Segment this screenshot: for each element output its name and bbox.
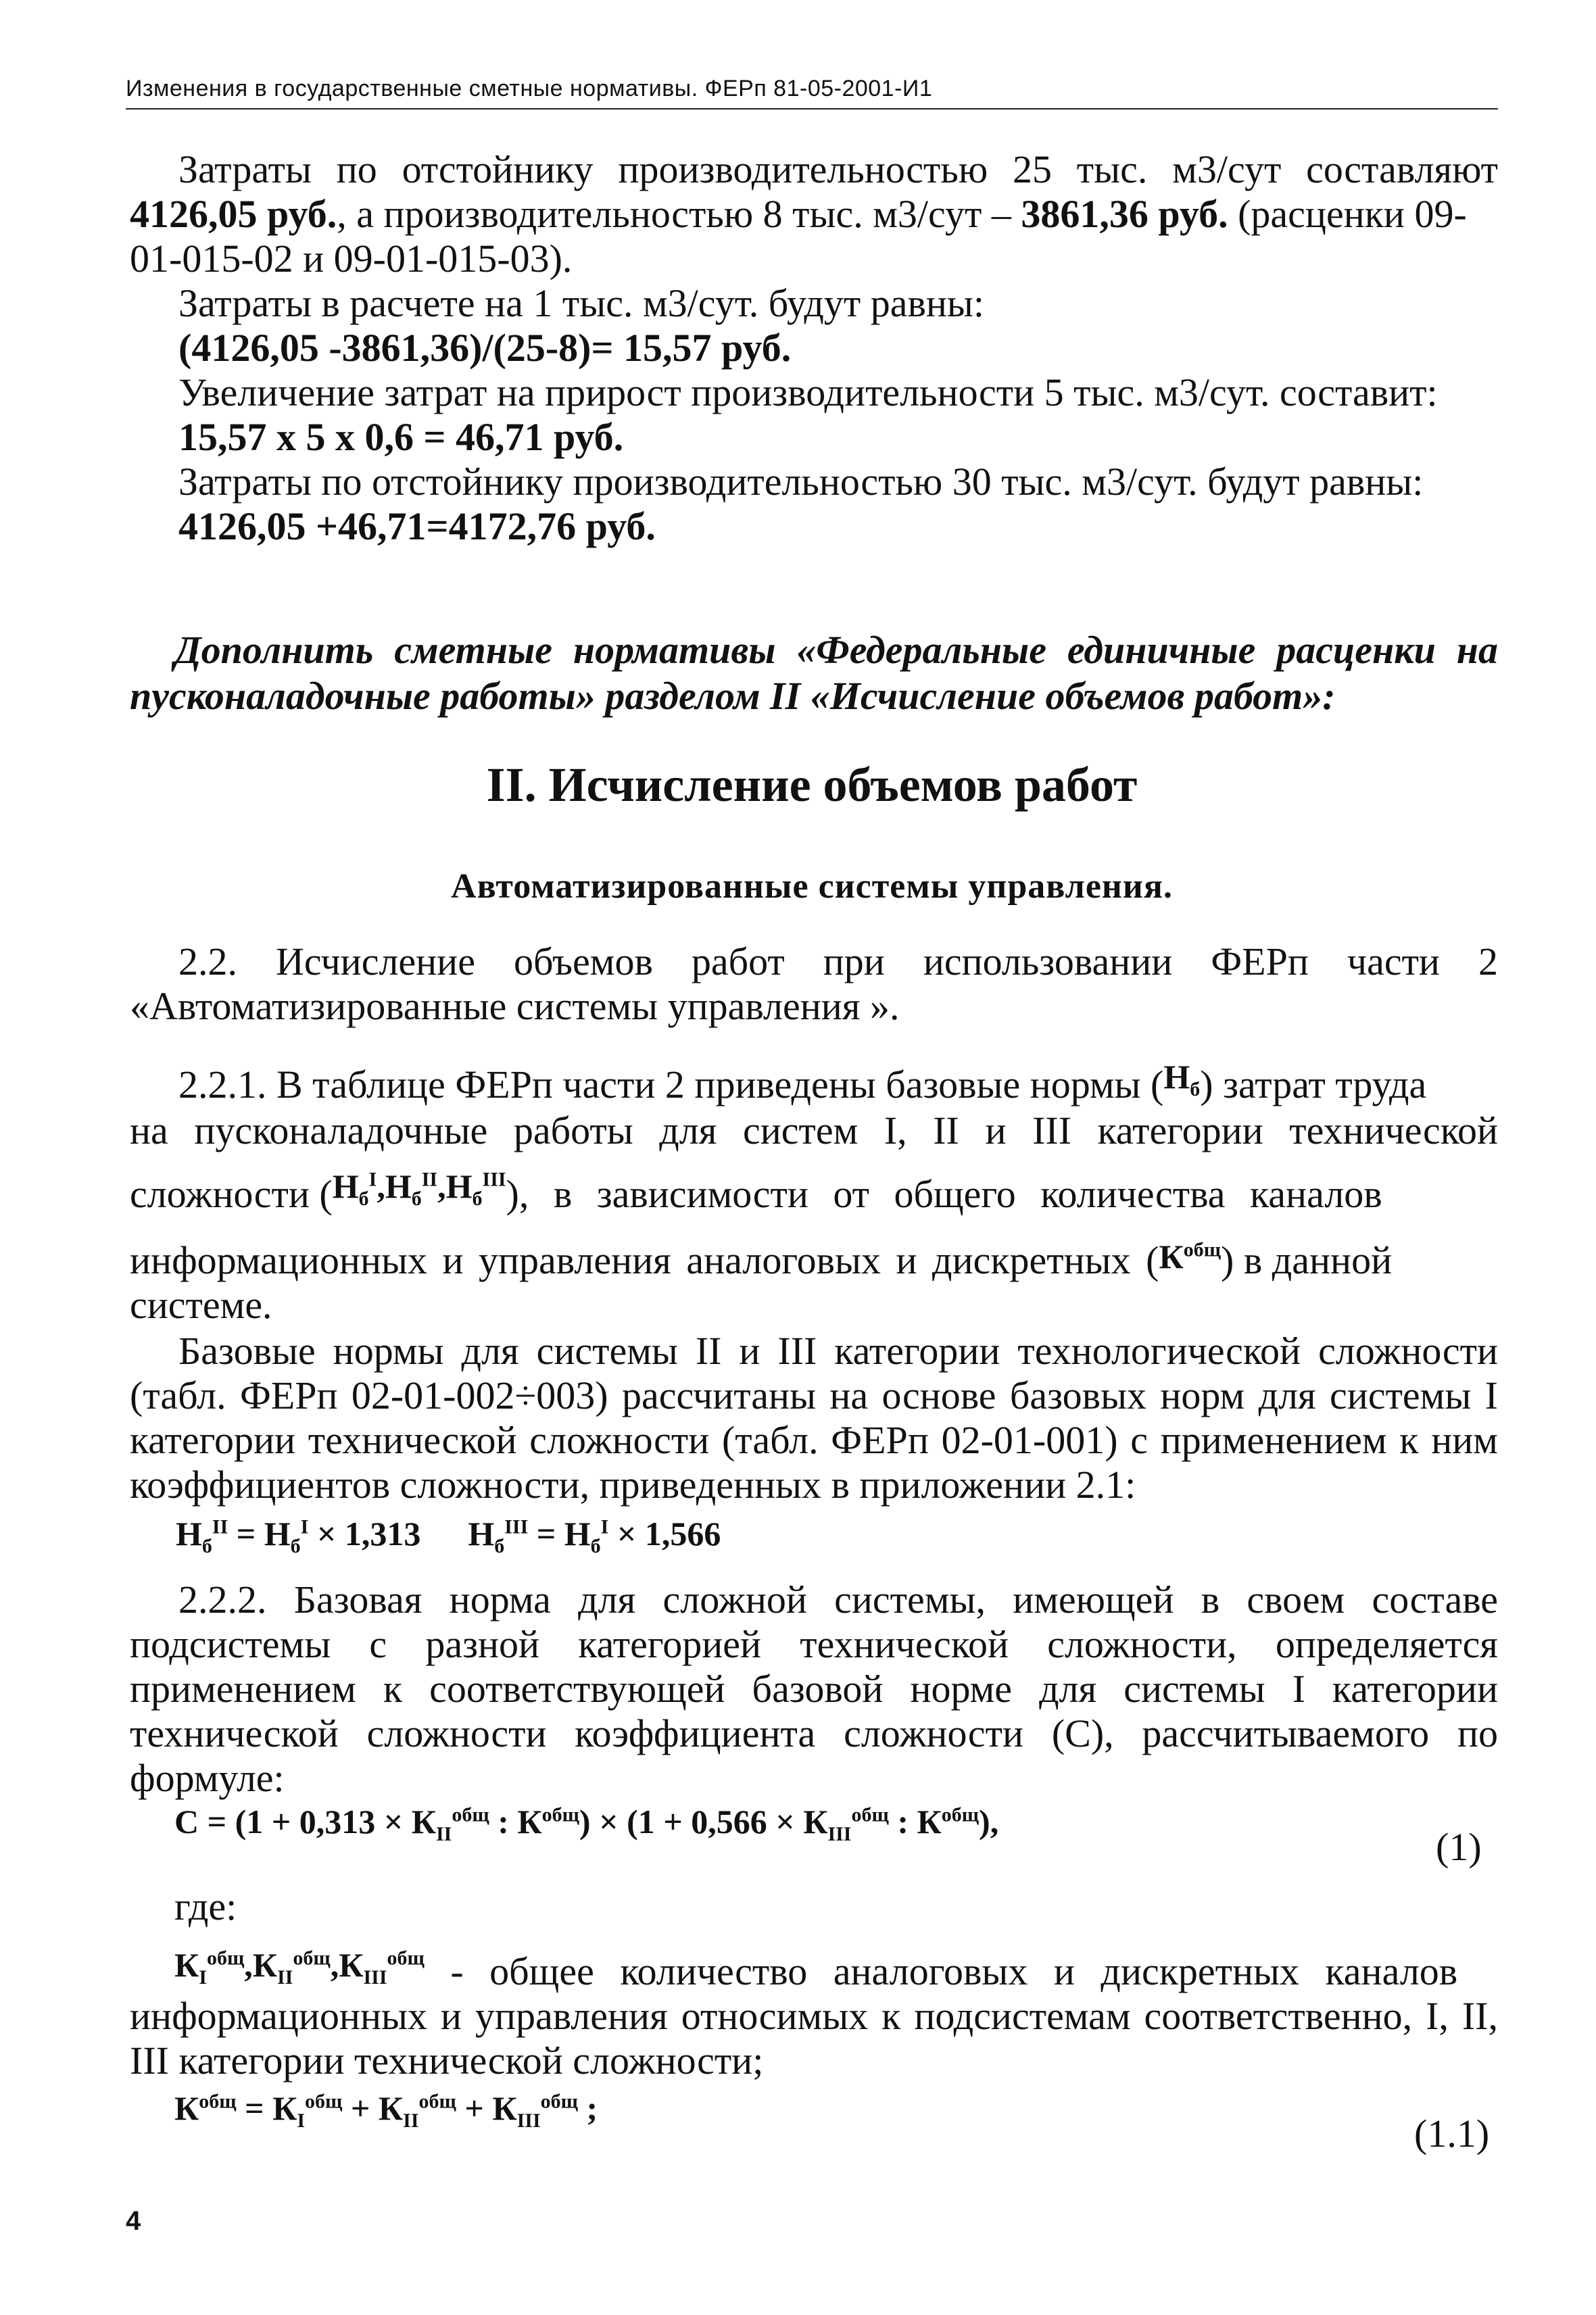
para-2-2-1-line-5: системе. bbox=[130, 1283, 272, 1327]
equation-number-1: (1) bbox=[1436, 1825, 1482, 1869]
para-2-2-2-line-1: 2.2.2. Базовая норма для сложной системы, имеющей в своем составе bbox=[178, 1578, 1498, 1622]
definition-line-3: III категории технической сложности; bbox=[130, 2039, 764, 2082]
equation-number-1-1: (1.1) bbox=[1414, 2112, 1490, 2155]
intro-amount-1: 4126,05 руб. bbox=[130, 192, 337, 236]
intro-calc-1: (4126,05 -3861,36)/(25-8)= 15,57 руб. bbox=[178, 326, 792, 370]
intro-amount-2: 3861,36 руб. bbox=[1021, 192, 1228, 236]
k-category-symbols: $К_I^{общ},К_{II}^{общ},К_{III}^{общ}$ bbox=[174, 1946, 425, 1989]
definition-line-2: информационных и управления относимых к подсистемам соответственно, I, II, bbox=[130, 1994, 1498, 2038]
where-label: где: bbox=[174, 1884, 237, 1928]
para-2-2-2-line-4: технической сложности коэффициента сложности (С), рассчитываемого по bbox=[130, 1711, 1498, 1755]
k-total-symbol: $К^{общ}$ bbox=[1159, 1238, 1222, 1275]
intro-calc-2: 15,57 х 5 х 0,6 = 46,71 руб. bbox=[178, 415, 624, 459]
formula-complexity: $С = (1 + 0,313 \times К_{II}^{общ}$ : $К^{общ}) \times (1 + 0,566 \times К_{III}^{общ}$ : $К^{общ}$), bbox=[174, 1803, 999, 1845]
amendment-line-2: пусконаладочные работы» разделом II «Исчисление объемов работ»: bbox=[130, 674, 1336, 718]
section-title: II. Исчисление объемов работ bbox=[486, 758, 1138, 812]
header-rule bbox=[126, 108, 1498, 109]
base-line-1: Базовые нормы для системы II и III категории технологической сложности bbox=[178, 1329, 1498, 1373]
para-2-2-1-line-1: 2.2.1. В таблице ФЕРп части 2 приведены базовые нормы $(Н_б)$ затрат труда bbox=[178, 1058, 1427, 1106]
base-line-3: категории технической сложности (табл. ФЕРп 02-01-001) с применением к ним bbox=[130, 1418, 1498, 1462]
para-2-2-1-line-4: информационных и управления аналоговых и дискретных $(К^{общ})$ в данной bbox=[130, 1238, 1393, 1282]
definition-line-1: $К_I^{общ},К_{II}^{общ},К_{III}^{общ}$ - общее количество аналоговых и дискретных каналов bbox=[174, 1946, 1458, 1993]
formula-total-channels: $К^{общ} = К_I^{общ} + К_{II}^{общ} + К_{III}^{общ}$ ; bbox=[174, 2089, 598, 2132]
intro-line-2: 4126,05 руб., а производительностью 8 тыс. м3/сут – 3861,36 руб. (расценки 09- bbox=[130, 192, 1467, 236]
base-line-2: (табл. ФЕРп 02-01-002÷003) рассчитаны на основе базовых норм для системы I bbox=[130, 1373, 1498, 1417]
intro-line-8: Затраты по отстойнику производительностью 30 тыс. м3/сут. будут равны: bbox=[178, 460, 1424, 504]
intro-calc-3: 4126,05 +46,71=4172,76 руб. bbox=[178, 504, 656, 548]
page-number: 4 bbox=[126, 2206, 141, 2236]
h-base-symbol: $Н_б$ bbox=[1163, 1058, 1201, 1100]
para-2-2-1-line-2: на пусконаладочные работы для систем I, II и III категории технической bbox=[130, 1108, 1498, 1152]
h-category-symbols: $Н_б^I,Н_б^{II},Н_б^{III}$ bbox=[332, 1167, 506, 1210]
running-head: Изменения в государственные сметные нормативы. ФЕРп 81-05-2001-И1 bbox=[126, 76, 933, 101]
section-subtitle: Автоматизированные системы управления. bbox=[451, 867, 1173, 906]
para-2-2-1-line-3: сложности $(Н_б^I,Н_б^{II},Н_б^{III})$, в зависимости от общего количества каналов bbox=[130, 1167, 1382, 1216]
para-2-2-2-line-5: формуле: bbox=[130, 1756, 285, 1800]
intro-line-6: Увеличение затрат на прирост производительности 5 тыс. м3/сут. составит: bbox=[178, 370, 1438, 414]
intro-line-3: 01-015-02 и 09-01-015-03). bbox=[130, 237, 573, 281]
para-2-2-2-line-2: подсистемы с разной категорией технической сложности, определяется bbox=[130, 1622, 1498, 1666]
base-line-4: коэффициентов сложности, приведенных в приложении 2.1: bbox=[130, 1463, 1136, 1507]
para-2-2-line-2: «Автоматизированные системы управления ». bbox=[130, 984, 900, 1028]
intro-line-1: Затраты по отстойнику производительностью 25 тыс. м3/сут составляют bbox=[178, 147, 1498, 191]
amendment-line-1: Дополнить сметные нормативы «Федеральные единичные расценки на bbox=[174, 628, 1498, 672]
para-2-2-2-line-3: применением к соответствующей базовой норме для системы I категории bbox=[130, 1667, 1498, 1711]
intro-line-4: Затраты в расчете на 1 тыс. м3/сут. будут равны: bbox=[178, 281, 985, 325]
formula-base-norms: $Н_б^{II} = Н_б^I \times 1,313$ $Н_б^{III} = Н_б^I \times 1,566$ bbox=[176, 1515, 721, 1557]
para-2-2-line-1: 2.2. Исчисление объемов работ при использовании ФЕРп части 2 bbox=[178, 940, 1498, 983]
